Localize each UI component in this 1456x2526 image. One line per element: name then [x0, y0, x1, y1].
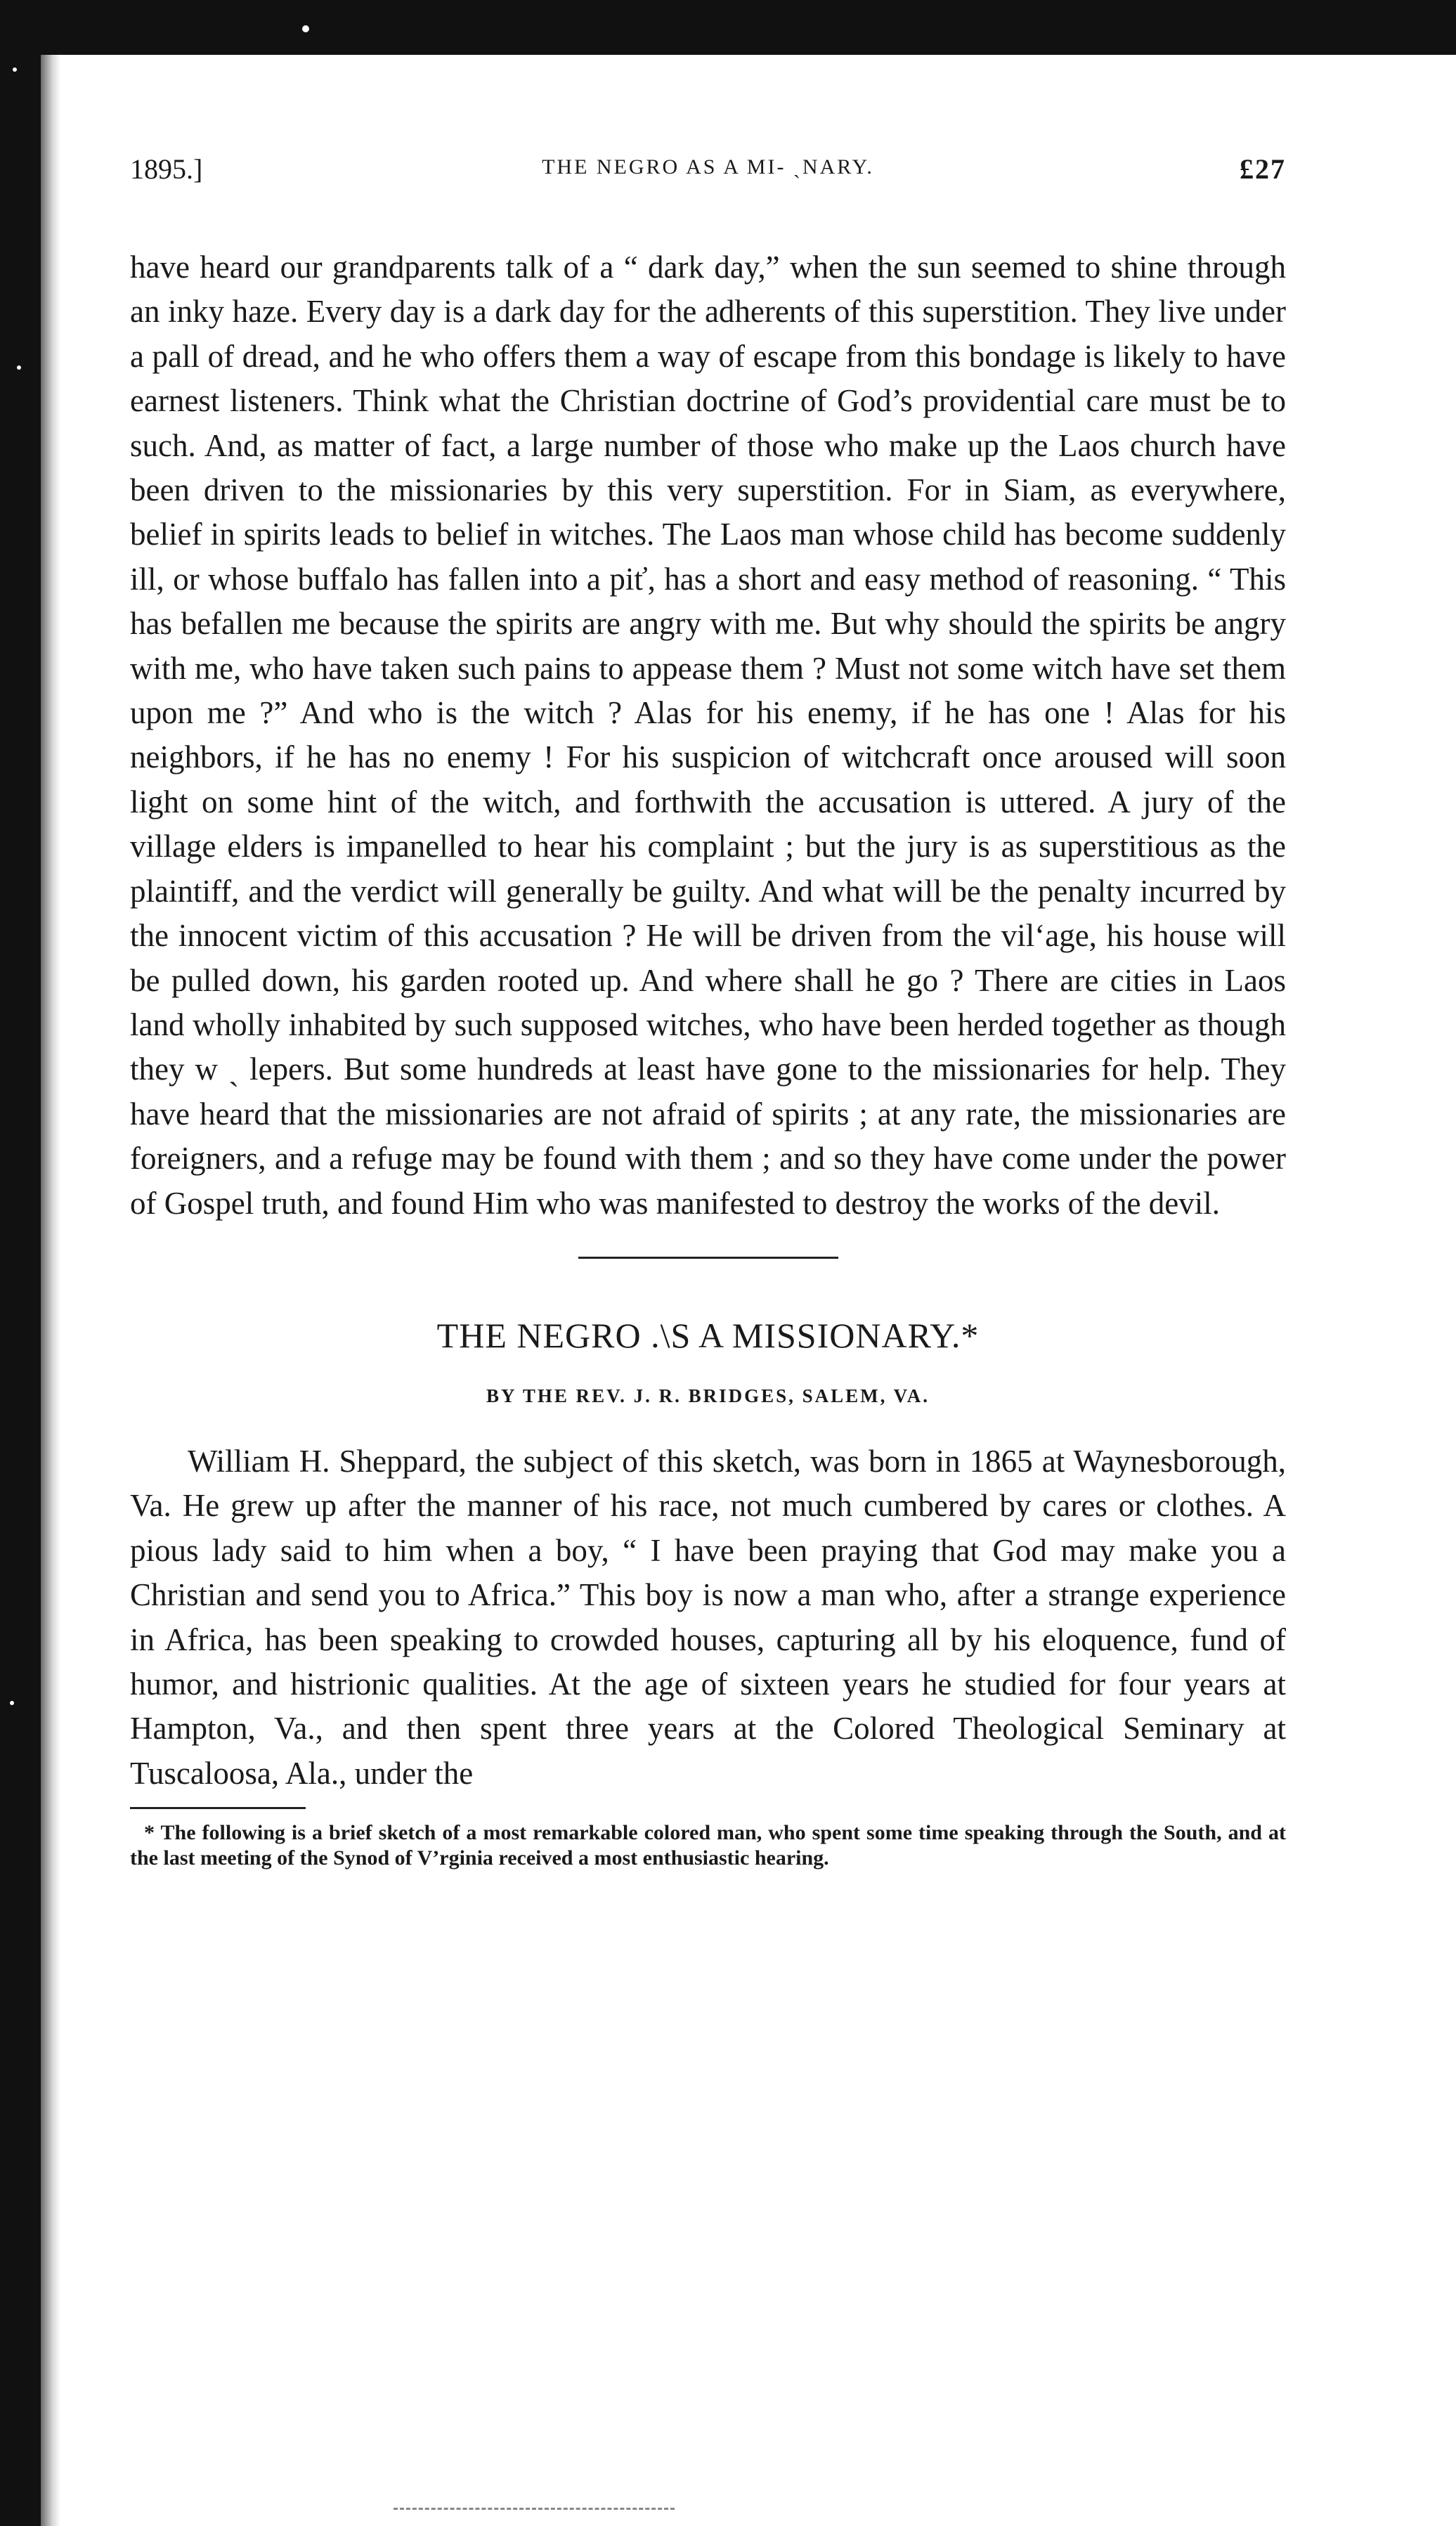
running-head — [130, 144, 1286, 186]
scan-shadow — [41, 55, 60, 2526]
scan-border-top — [0, 0, 1456, 55]
section-divider — [578, 1257, 838, 1259]
scan-speck — [10, 1701, 14, 1705]
scan-speck — [13, 67, 17, 72]
scan-bottom-marks — [394, 2508, 675, 2513]
article-byline: BY THE REV. J. R. BRIDGES, SALEM, VA. — [486, 1385, 930, 1406]
article-title: THE NEGRO .\S A MISSIONARY.* — [436, 1315, 980, 1355]
continued-article-text — [130, 245, 1286, 1226]
article-paragraph: William H. Sheppard, the subject of this sketch, was born in 1865 at Waynesborough, Va. He grew up after the manner of his race, not much cumbered by cares or clothes. A pious lady said to him when a boy, “ I have been praying that God may make you a Christian and send you to Africa.” This boy is now a man who, after a strange experience in Africa, has been speaking to crowded houses, capturing all by his eloquence, fund of humor, and histrionic qualities. At the age of sixteen years he studied for four years at Hampton, Va., and then spent three years at the Colored Theological Seminary at Tuscaloosa, Ala., under the — [130, 1443, 1286, 1791]
footnote-divider — [130, 1807, 306, 1809]
scan-border-left — [0, 0, 41, 2526]
scan-speck — [17, 365, 21, 370]
book-page — [130, 144, 1286, 1871]
scan-speck — [302, 25, 309, 32]
paragraph: have heard our grandparents talk of a “ dark day,” when the sun seemed to shine through an inky haze. Every day is a dark day for the adherents of this superstition. They live under a pall of dread, and he who offers them a way of escape from this bondage is likely to have earnest listeners. Think what the Christian doctrine of God’s providential care must be to such. And, as matter of fact, a large number of those who make up the Laos church have been driven to the missionaries by this very superstition. For in Siam, as everywhere, belief in spirits leads to belief in witches. The Laos man whose child has become suddenly ill, or whose buffalo has fallen into a piť, has a short and easy method of reasoning. “ This has befallen me because the spirits are angry with me. But why should the spirits be angry with me, who have taken such pains to appease them ? Must not some witch have set them upon me ?” And who is the witch ? Alas for his enemy, if he has one ! Alas for his neighbors, if he has no enemy ! For his suspicion of witchcraft once aroused will soon light on some hint of the witch, and forthwith the accusation is uttered. A jury of the village elders is impanelled to hear his complaint ; but the jury is as superstitious as the plaintiff, and the verdict will generally be guilty. And what will be the penalty incurred by the innocent victim of this accusation ? He will be driven from the vil‘age, his house will be pulled down, his garden rooted up. And where shall he go ? There are cities in Laos land wholly inhabited by such supposed witches, who have been herded together as though they w ˏ lepers. But some hundreds at least have gone to the missionaries for help. They have heard that the missionaries are not afraid of spirits ; at any rate, the missionaries are foreigners, and a refuge may be found with them ; and so they have come under the power of Gospel truth, and found Him who was manifested to destroy the works of the devil. — [130, 250, 1286, 1221]
running-head-year: 1895.] — [130, 153, 203, 185]
page-number: £27 — [1240, 153, 1286, 185]
footnote: * The following is a brief sketch of a most remarkable colored man, who spent some time speaking through the South, and at the last meeting of the Synod of V’rginia received a most enthusiastic hearing. — [130, 1821, 1286, 1870]
running-head-title: THE NEGRO AS A MI‐ ˏNARY. — [542, 155, 874, 179]
